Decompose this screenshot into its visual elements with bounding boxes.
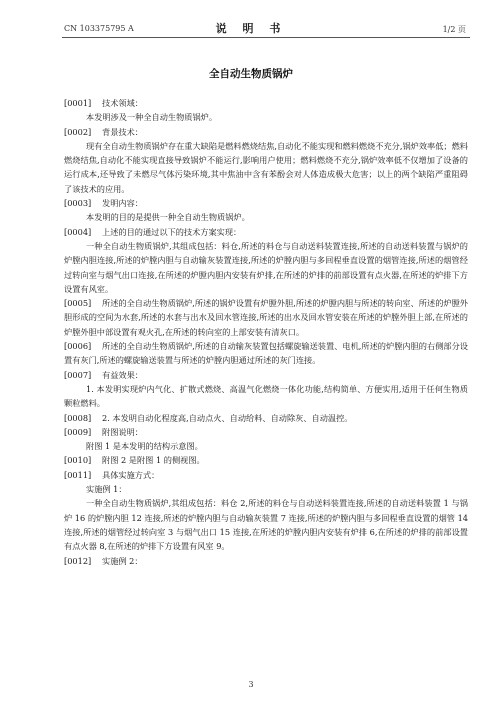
- paragraph-number: [0007]: [64, 369, 92, 380]
- paragraph-number: [0011]: [64, 469, 92, 480]
- paragraph: [64, 439, 468, 453]
- paragraph: [64, 110, 468, 124]
- paragraph-text: 附图 1 是本发明的结构示意图。: [86, 441, 203, 452]
- doc-number: CN 103375795 A: [64, 24, 134, 33]
- paragraph-number: [0008]: [64, 412, 92, 423]
- paragraph-text: 所述的全自动生物质锅炉,所述的自动输灰装置包括螺旋输送装置、电机,所述的炉膛内胆的右侧部分设置有灰门,所述的螺旋输送装置与所述的炉膛内胆通过所述的灰门连接。: [64, 341, 468, 366]
- paragraph: [64, 368, 468, 382]
- paragraph-number: [0012]: [64, 555, 92, 566]
- paragraph-number: [0010]: [64, 455, 92, 466]
- document-title: 全自动生物质锅炉: [209, 68, 293, 80]
- paragraph: [64, 125, 468, 139]
- paragraph: [64, 339, 468, 368]
- paragraph: [64, 196, 468, 210]
- page-of: 1/2 页: [442, 25, 466, 34]
- paragraph: [64, 411, 468, 425]
- paragraph: [64, 96, 468, 110]
- paragraph-number: [0006]: [64, 341, 92, 352]
- paragraph-number: [0001]: [64, 98, 92, 108]
- paragraph-number: [0005]: [64, 298, 92, 309]
- paragraph: [64, 382, 468, 411]
- section-label: 实施例 2：: [102, 555, 143, 566]
- paragraph-text: 现有全自动生物质锅炉存在重大缺陷是燃料燃烧结焦,自动化不能实现和燃料燃烧不充分,锅炉效率低；燃料燃烧结焦,自动化不能实现直接导致锅炉不能运行,影响用户使用；燃料燃烧不充分,锅炉效率低不仅增加了设备的运行成本,还导致了未燃尽气体污染环境,其中焦油中含有苯酚会对人体造成极大危害；以上的两个缺陷严重阻碍了该技术的应用。: [64, 140, 468, 194]
- page-number: 3: [248, 680, 254, 689]
- paragraph: [64, 425, 468, 439]
- section-label: 背景技术：: [102, 126, 143, 137]
- paragraph-number: [0009]: [64, 426, 92, 437]
- paragraph: [64, 210, 468, 224]
- paragraph: [64, 468, 468, 482]
- section-label: 附图说明：: [102, 426, 143, 437]
- section-title: 说 明 书: [215, 22, 287, 35]
- paragraph: [64, 496, 468, 553]
- paragraph-text: 本发明涉及一种全自动生物质锅炉。: [86, 112, 218, 123]
- document-body: [64, 96, 468, 568]
- paragraph-text: 一种全自动生物质锅炉,其组成包括：料仓,所述的料仓与自动送料装置连接,所述的自动送料装置与锅炉的炉膛内胆连接,所述的炉膛内胆与自动输灰装置连接,所述的炉膛内胆与多回程垂直设置的烟管连接,所述的烟管经过转向室与烟气出口连接,在所述的炉膛内胆内安装有炉排,在所述的炉排的前部设置有点火器,在所述的炉排下方设置有风室。: [64, 240, 468, 294]
- paragraph-number: [0003]: [64, 198, 92, 209]
- paragraph-text: 2. 本发明自动化程度高,自动点火、自动给料、自动除灰、自动温控。: [102, 412, 353, 423]
- paragraph-text: 1. 本发明实现炉内气化、扩散式燃烧、高温气化燃烧一体化功能,结构简单、方便实用,适用于任何生物质颗粒燃料。: [64, 383, 468, 409]
- paragraph: [64, 482, 468, 496]
- paragraph-text: 一种全自动生物质锅炉,其组成包括：料仓 2,所述的料仓与自动送料装置连接,所述的自动送料装置 1 与锅炉 16 的炉膛内胆 12 连接,所述的炉膛内胆与自动输灰装置 7 连接,所述的炉膛内胆与多回程垂直设置的烟管 14 连接,所述的烟管经过转向室 3 与烟气出口 15 连接,在所述的炉膛内胆内安装有炉排 6,在所述的炉排的前部设置有点火器 8,在所述的炉排下方设置有风室 9。: [64, 498, 468, 552]
- paragraph-number: [0002]: [64, 126, 92, 137]
- header-divider: [62, 37, 470, 38]
- paragraph-text: 所述的全自动生物质锅炉,所述的锅炉设置有炉膛外胆,所述的炉膛内胆与所述的转向室、所述的炉膛外胆形成的空间为水套,所述的水套与出水及回水管连接,所述的出水及回水管安装在所述的炉膛外胆上部,在所述的炉膛外胆中部设置有观火孔,在所述的转向室的上部安装有清灰口。: [64, 298, 468, 337]
- paragraph: [64, 296, 468, 339]
- paragraph-text: 上述的目的通过以下的技术方案实现：: [102, 226, 242, 237]
- paragraph: [64, 239, 468, 296]
- section-label: 发明内容：: [102, 198, 143, 209]
- paragraph-text: 本发明的目的是提供一种全自动生物质锅炉。: [86, 212, 250, 223]
- paragraph-text: 实施例 1：: [86, 484, 127, 495]
- section-label: 有益效果：: [102, 369, 143, 380]
- paragraph: [64, 453, 468, 467]
- paragraph: [64, 139, 468, 196]
- section-label: 技术领域：: [102, 98, 143, 108]
- section-label: 具体实施方式：: [102, 469, 160, 480]
- paragraph: [64, 225, 468, 239]
- paragraph-number: [0004]: [64, 226, 92, 237]
- paragraph-text: 附图 2 是附图 1 的侧视图。: [102, 455, 205, 466]
- paragraph: [64, 554, 468, 568]
